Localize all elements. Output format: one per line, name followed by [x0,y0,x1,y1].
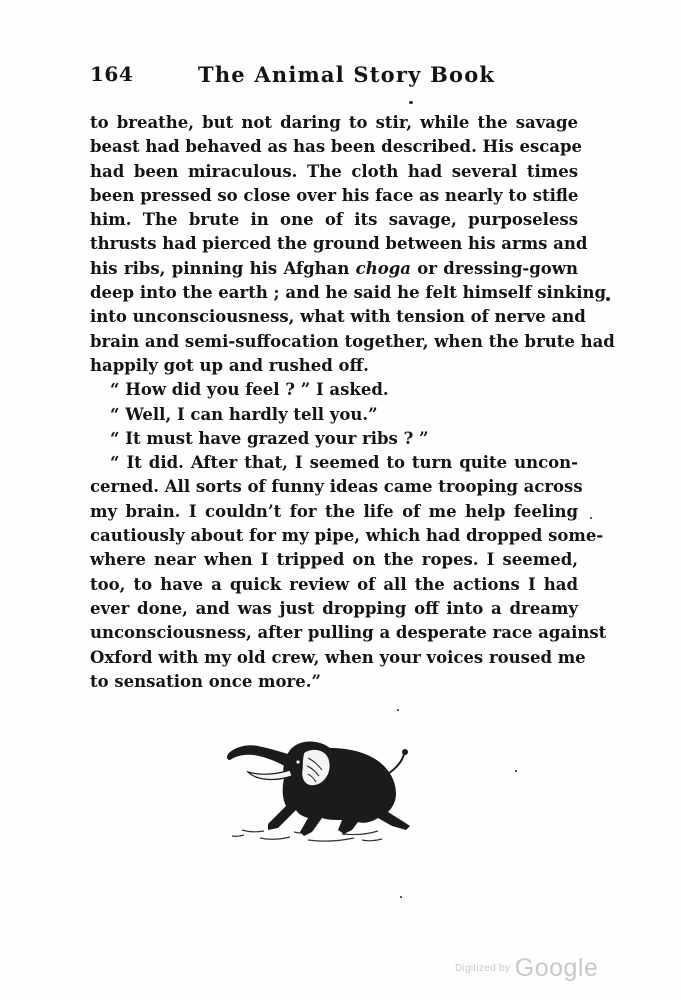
digitized-by-google-watermark [455,954,605,984]
dialogue-line: “ It did. After that, I seemed to turn quite uncon- [110,453,578,473]
body-text [90,111,615,694]
text-line: into unconsciousness, what with tension of nerve and [90,307,586,327]
digitized-by-label: Digitized by [455,963,511,974]
scan-speck [606,297,610,301]
dialogue-line: “ Well, I can hardly tell you.” [110,404,378,424]
scan-speck [397,709,399,711]
scan-speck [590,517,592,519]
page-number: 164 [90,62,134,86]
text-line: Oxford with my old crew, when your voices roused me [90,647,586,667]
scan-speck [400,896,402,898]
text-line: been pressed so close over his face as nearly to stifle [90,185,579,205]
text-line: him. The brute in one of its savage, purposeless [90,210,578,230]
scan-speck [409,101,413,104]
text-line: my brain. I couldn’t for the life of me help feeling [90,501,578,521]
dialogue-line: “ How did you feel ? ” I asked. [110,380,389,400]
running-title: The Animal Story Book [198,62,496,87]
text-line: to sensation once more.” [90,671,321,691]
elephant-tail [388,754,404,774]
text-line [90,257,578,281]
google-logo: Google [514,954,599,982]
text-line: beast had behaved as has been described. His escape [90,137,583,157]
italic-word-choga: choga [355,258,411,278]
elephant-tusk [248,770,292,779]
text-line: unconsciousness, after pulling a desperate race against [90,623,607,643]
elephant-eye [296,760,299,763]
text-segment: or dressing-gown [410,258,578,278]
text-line: had been miraculous. The cloth had several times [90,161,578,181]
text-line: happily got up and rushed off. [90,355,369,375]
elephant-trunk [227,745,294,768]
tail-tuft [402,749,408,755]
dialogue-line: “ It must have grazed your ribs ? ” [110,428,429,448]
elephant-running-icon [212,722,418,850]
text-line: thrusts had pierced the ground between his arms and [90,234,588,254]
scan-speck [515,770,517,772]
page-header [90,62,590,96]
text-line: deep into the earth ; and he said he felt himself sinking [90,283,607,303]
text-line: ever done, and was just dropping off into a dreamy [90,598,578,618]
text-line: cautiously about for my pipe, which had dropped some- [90,526,604,546]
text-line: where near when I tripped on the ropes. I seemed, [90,550,578,570]
text-line: to breathe, but not daring to stir, while the savage [90,113,578,132]
text-line: too, to have a quick review of all the actions I had [90,574,578,594]
text-segment: his ribs, pinning his Afghan [90,258,356,278]
text-line: brain and semi-suffocation together, when the brute had [90,331,615,351]
text-line: cerned. All sorts of funny ideas came trooping across [90,477,583,497]
